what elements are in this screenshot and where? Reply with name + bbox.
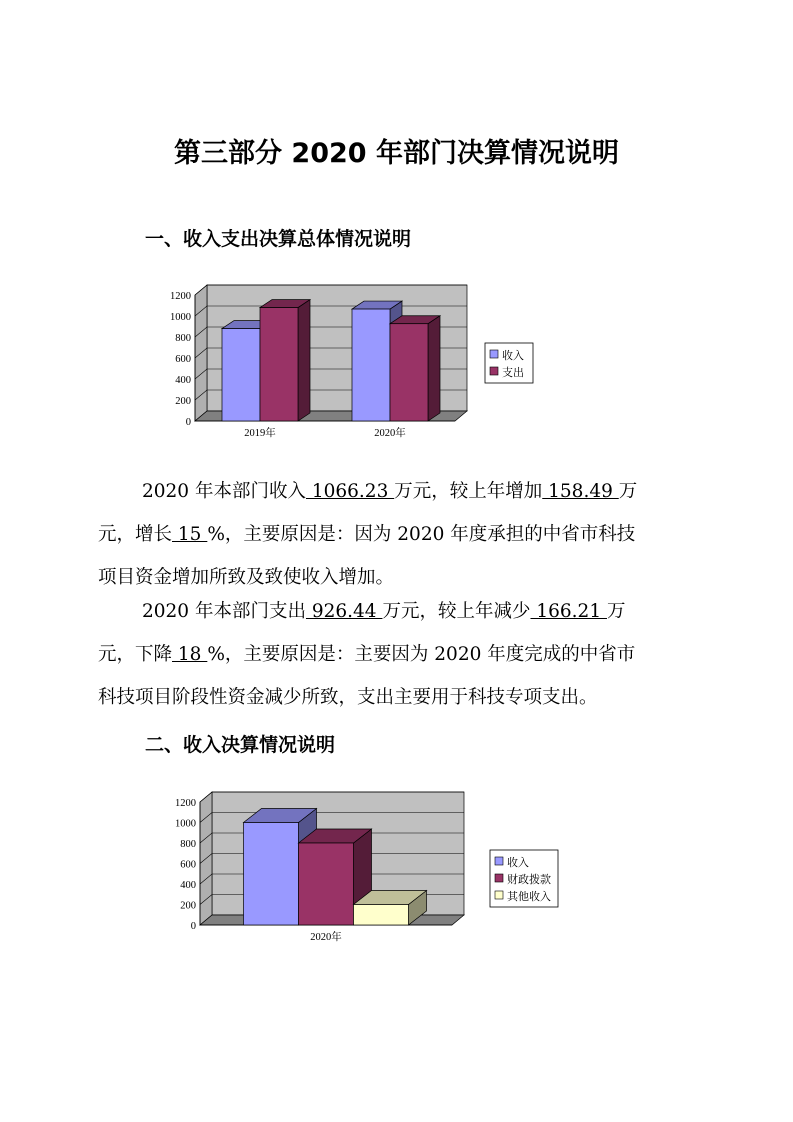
y-tick-label: 1200: [175, 798, 196, 809]
y-tick-label: 1000: [170, 312, 191, 323]
page-title: 第三部分 2020 年部门决算情况说明: [174, 138, 619, 169]
legend-label: 支出: [502, 367, 524, 379]
bar: [260, 308, 298, 421]
paragraph-line: [98, 470, 698, 513]
legend-swatch: [495, 874, 503, 882]
paragraph-expense: [98, 590, 698, 719]
text-run: 万: [606, 601, 626, 622]
paragraph-line: [98, 590, 698, 633]
y-tick-label: 0: [185, 417, 191, 428]
y-tick-label: 200: [180, 900, 196, 912]
legend-swatch: [495, 857, 503, 865]
y-tick-label: 1200: [170, 291, 191, 302]
paragraph-line: 项目资金增加所致及致使收入增加。: [98, 567, 395, 588]
bar: [244, 823, 299, 926]
bar-side: [428, 316, 440, 421]
bar: [299, 843, 354, 925]
chart-income-expense: [160, 275, 540, 445]
paragraph-income: [98, 470, 698, 599]
text-run: 万元，较上年减少: [382, 601, 531, 622]
y-tick-label: 1000: [175, 818, 196, 830]
chart-income-breakdown: [160, 780, 560, 950]
text-run: 2020 年本部门支出: [142, 601, 306, 622]
paragraph-line: [98, 513, 698, 556]
bar: [222, 329, 260, 421]
section-heading-2: 二、收入决算情况说明: [145, 734, 336, 756]
legend-label: 收入: [502, 350, 524, 362]
text-run: 2020 年本部门收入: [142, 481, 306, 502]
expense-decline-percent: 18: [172, 644, 208, 665]
legend-label: 收入: [507, 857, 529, 869]
y-tick-label: 600: [180, 859, 196, 871]
legend-swatch: [490, 367, 498, 375]
bar: [390, 324, 428, 421]
legend-label: 财政拨款: [507, 874, 551, 886]
y-tick-label: 0: [190, 921, 196, 932]
income-growth-percent: 15: [172, 524, 208, 545]
text-run: 元，增长: [98, 524, 173, 545]
text-run: %，主要原因是：因为 2020 年度承担的中省市科技: [207, 524, 636, 545]
text-run: %，主要原因是：主要因为 2020 年度完成的中省市: [207, 644, 636, 665]
y-tick-label: 400: [175, 375, 191, 386]
expense-decrease-amount: 166.21: [530, 601, 607, 622]
y-tick-label: 600: [175, 354, 191, 365]
legend-label: 其他收入: [507, 891, 551, 903]
income-increase-amount: 158.49: [542, 481, 619, 502]
income-amount: 1066.23: [305, 481, 395, 502]
text-run: 万: [618, 481, 638, 502]
y-tick-label: 400: [180, 880, 196, 891]
y-tick-label: 200: [175, 396, 191, 407]
x-tick-label: 2020年: [310, 932, 342, 943]
y-tick-label: 800: [180, 839, 196, 850]
bar-side: [298, 300, 310, 421]
y-tick-label: 800: [175, 333, 191, 344]
text-run: 万元，较上年增加: [394, 481, 543, 502]
section-heading-1: 一、收入支出决算总体情况说明: [145, 228, 412, 250]
bar: [352, 309, 390, 421]
x-tick-label: 2020年: [374, 428, 406, 439]
text-run: 元，下降: [98, 644, 173, 665]
paragraph-line: 科技项目阶段性资金减少所致，支出主要用于科技专项支出。: [98, 687, 598, 708]
x-tick-label: 2019年: [244, 428, 276, 439]
expense-amount: 926.44: [305, 601, 383, 622]
paragraph-line: [98, 633, 698, 676]
legend-swatch: [490, 350, 498, 358]
legend-swatch: [495, 891, 503, 899]
bar: [354, 905, 409, 926]
